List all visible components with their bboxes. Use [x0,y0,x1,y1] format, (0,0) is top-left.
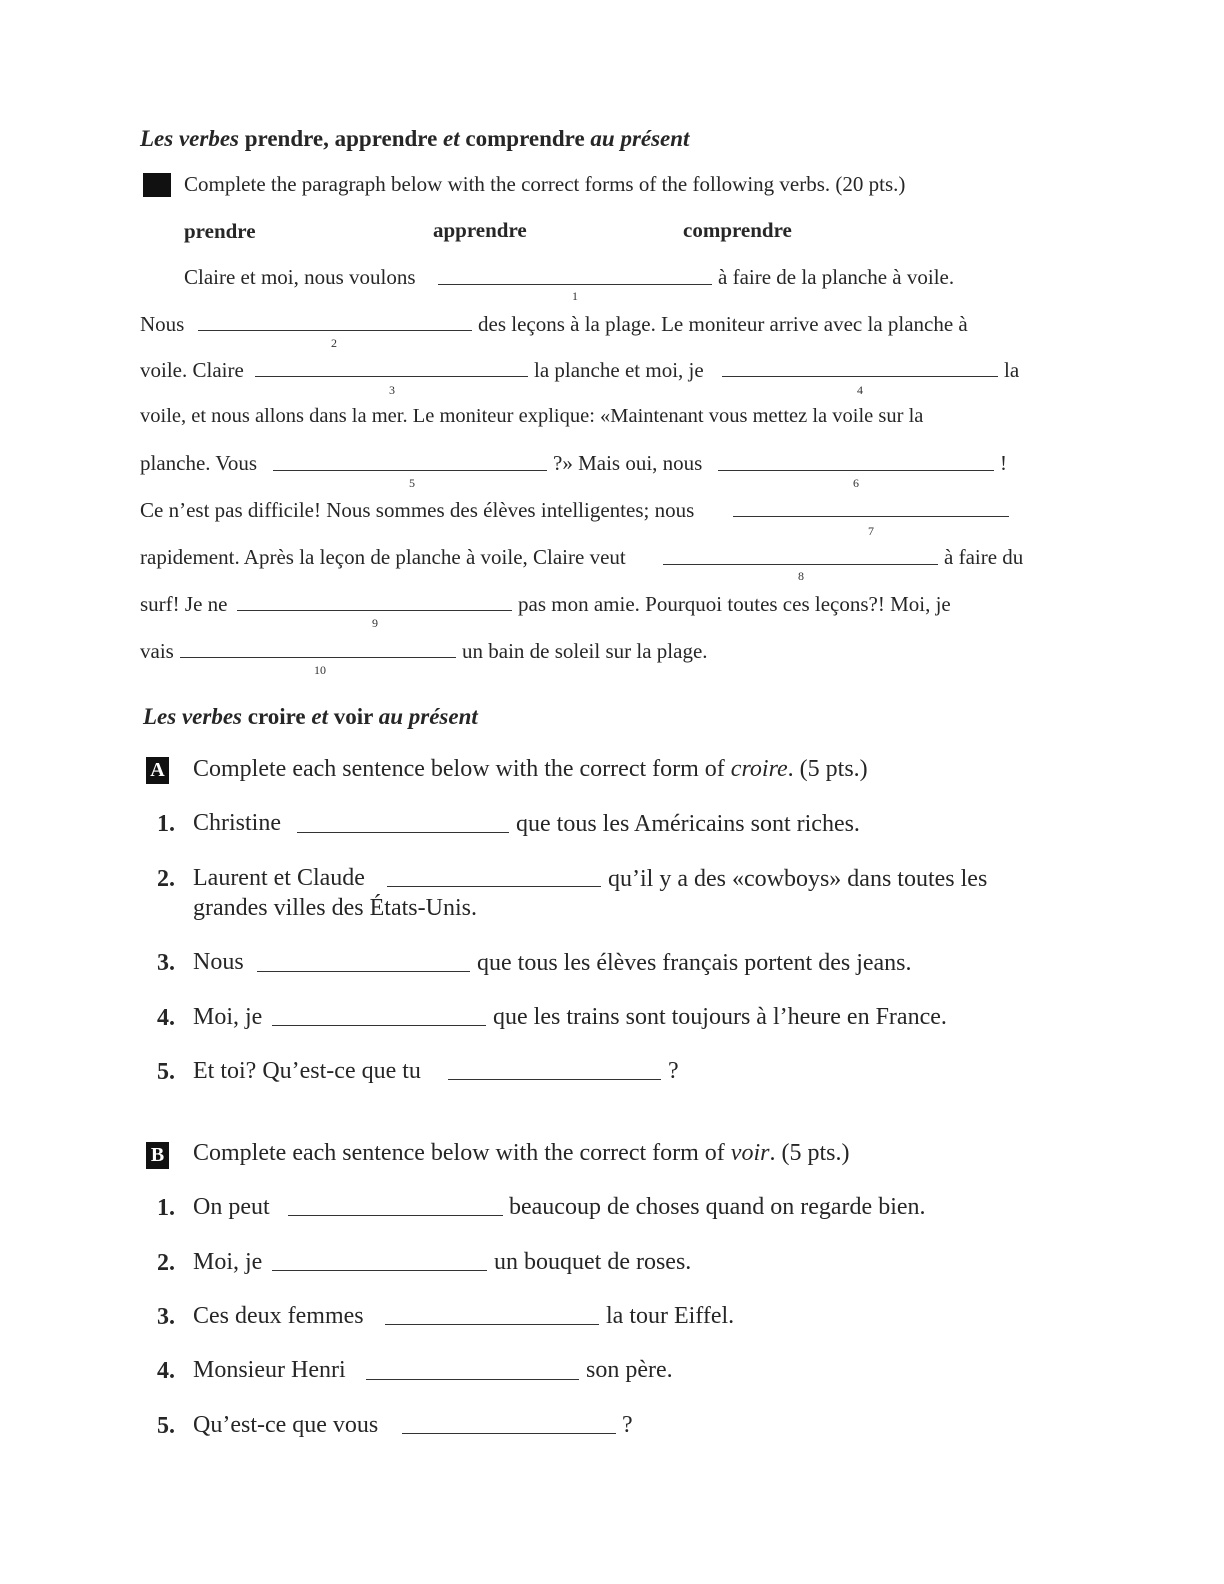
voir-blank-2[interactable] [272,1270,487,1271]
croire-blank-1[interactable] [297,832,509,833]
answer-blank-2[interactable] [198,330,472,331]
item-text: grandes villes des États-Unis. [193,895,477,921]
item-text: Et toi? Qu’est-ce que tu [193,1058,421,1084]
paragraph-text: la planche et moi, je [534,358,704,382]
item-text: qu’il y a des «cowboys» dans toutes les [608,866,988,892]
item-text: que les trains sont toujours à l’heure en France. [493,1004,947,1030]
item-text: Laurent et Claude [193,865,365,891]
paragraph-text: la [1004,358,1020,382]
blank-number: 5 [409,476,415,490]
blank-number: 2 [331,336,337,350]
item-text: Monsieur Henri [193,1357,346,1383]
item-number: 4. [157,1005,175,1031]
verb-apprendre: apprendre [433,218,527,242]
blank-number: 4 [857,383,863,397]
paragraph-text: ?» Mais oui, nous [553,451,703,475]
paragraph-text: un bain de soleil sur la plage. [462,639,708,663]
blank-number: 8 [798,569,804,583]
paragraph-text: pas mon amie. Pourquoi toutes ces leçons?! Moi, je [518,592,951,616]
answer-blank-1[interactable] [438,284,712,285]
item-text: Nous [193,949,244,975]
item-text: que tous les élèves français portent des jeans. [477,950,912,976]
blank-number: 7 [868,524,874,538]
paragraph-text: ! [1000,451,1007,475]
verb-prendre: prendre [184,219,256,243]
item-text: Christine [193,810,281,836]
verb-comprendre: comprendre [683,218,792,242]
item-text: son père. [586,1357,673,1383]
blank-number: 1 [572,289,578,303]
item-text: que tous les Américains sont riches. [516,811,860,837]
paragraph-text: Ce n’est pas difficile! Nous sommes des élèves intelligentes; nous [140,498,695,522]
croire-blank-5[interactable] [448,1079,661,1080]
answer-blank-7[interactable] [733,516,1009,517]
paragraph-text: des leçons à la plage. Le moniteur arrive avec la planche à [478,312,968,336]
voir-blank-4[interactable] [366,1379,579,1380]
part-b-badge: B [146,1142,169,1169]
item-number: 1. [157,1195,175,1221]
paragraph-text: vais [140,639,174,663]
item-number: 3. [157,1304,175,1330]
voir-blank-3[interactable] [385,1324,599,1325]
item-text: ? [668,1058,679,1084]
paragraph-text: surf! Je ne [140,592,228,616]
paragraph-text: Nous [140,312,185,336]
section1-instruction: Complete the paragraph below with the correct forms of the following verbs. (20 pts.) [184,172,906,196]
voir-blank-5[interactable] [402,1433,616,1434]
blank-number: 9 [372,616,378,630]
croire-blank-3[interactable] [257,971,470,972]
paragraph-text: planche. Vous [140,451,258,475]
item-text: On peut [193,1194,270,1220]
blank-number: 3 [389,383,395,397]
item-text: Moi, je [193,1249,263,1275]
croire-blank-4[interactable] [272,1025,486,1026]
paragraph-text: à faire du [944,545,1024,569]
item-number: 5. [157,1059,175,1085]
section2-title: Les verbes croire et voir au présent [143,704,478,729]
part-a-instruction: Complete each sentence below with the correct form of croire. (5 pts.) [193,756,868,782]
item-number: 2. [157,1250,175,1276]
answer-blank-8[interactable] [663,564,938,565]
section1-marker-icon [143,173,171,197]
item-number: 3. [157,950,175,976]
answer-blank-3[interactable] [255,376,528,377]
item-text: Ces deux femmes [193,1303,364,1329]
item-text: un bouquet de roses. [494,1249,692,1275]
answer-blank-6[interactable] [718,470,994,471]
item-text: ? [622,1412,633,1438]
blank-number: 10 [314,663,326,677]
item-text: Qu’est-ce que vous [193,1412,379,1438]
paragraph-text: à faire de la planche à voile. [718,265,955,289]
section1-title: Les verbes prendre, apprendre et comprendre au présent [140,126,690,151]
voir-blank-1[interactable] [288,1215,503,1216]
paragraph-text: voile, et nous allons dans la mer. Le moniteur explique: «Maintenant vous mettez la voile sur la [140,405,924,427]
answer-blank-10[interactable] [180,657,456,658]
item-number: 2. [157,866,175,892]
croire-blank-2[interactable] [387,886,601,887]
paragraph-text: Claire et moi, nous voulons [184,265,416,289]
part-b-instruction: Complete each sentence below with the correct form of voir. (5 pts.) [193,1140,850,1166]
item-number: 1. [157,811,175,837]
answer-blank-9[interactable] [237,610,512,611]
answer-blank-4[interactable] [722,376,998,377]
blank-number: 6 [853,476,859,490]
item-number: 4. [157,1358,175,1384]
item-text: la tour Eiffel. [606,1303,735,1329]
paragraph-text: rapidement. Après la leçon de planche à voile, Claire veut [140,545,626,569]
item-text: Moi, je [193,1004,263,1030]
item-number: 5. [157,1413,175,1439]
paragraph-text: voile. Claire [140,358,244,382]
item-text: beaucoup de choses quand on regarde bien. [509,1194,926,1220]
part-a-badge: A [146,757,169,784]
answer-blank-5[interactable] [273,470,547,471]
